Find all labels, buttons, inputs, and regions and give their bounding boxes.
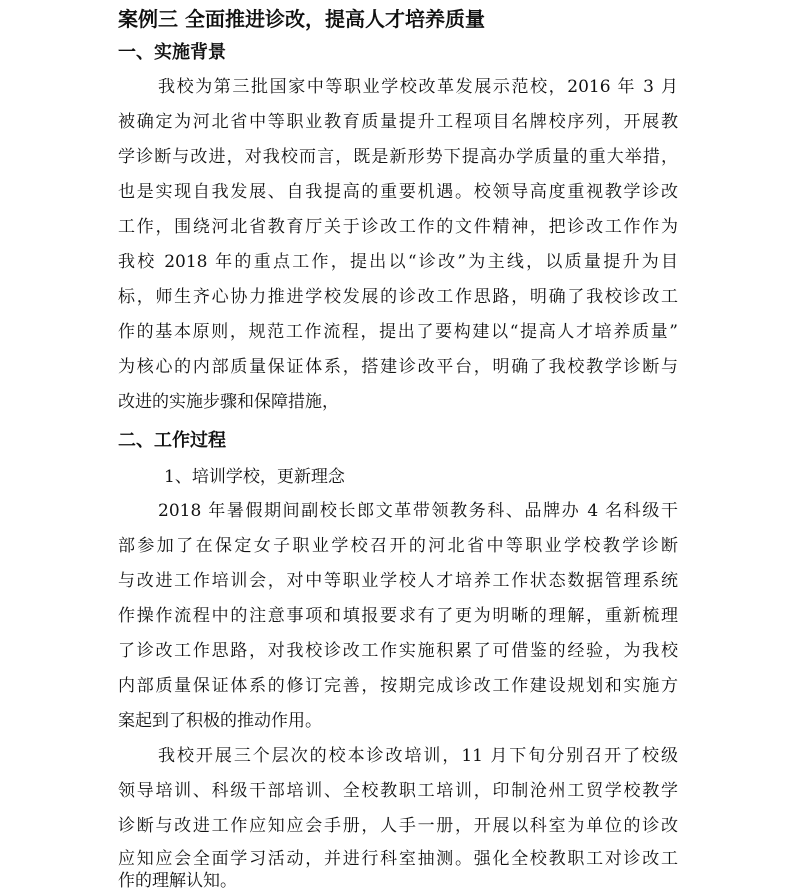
paragraph-line: 我校为第三批国家中等职业学校改革发展示范校，2016 年 3 月 [158, 77, 678, 97]
paragraph-line: 工作，围绕河北省教育厅关于诊改工作的文件精神，把诊改工作作为 [118, 217, 678, 237]
paragraph-line: 学诊断与改进，对我校而言，既是新形势下提高办学质量的重大举措， [118, 147, 678, 167]
paragraph-line: 作操作流程中的注意事项和填报要求有了更为明晰的理解，重新梳理 [118, 606, 678, 626]
paragraph-line: 案起到了积极的推动作用。 [118, 711, 322, 731]
paragraph-line: 领导培训、科级干部培训、全校教职工培训，印制沧州工贸学校教学 [118, 781, 678, 801]
paragraph-line: 部参加了在保定女子职业学校召开的河北省中等职业学校教学诊断 [118, 536, 678, 556]
paragraph-line: 我校 2018 年的重点工作，提出以“诊改”为主线，以质量提升为目 [118, 252, 678, 272]
paragraph-line: 作的理解认知。 [118, 871, 237, 891]
paragraph-line: 应知应会全面学习活动，并进行科室抽测。强化全校教职工对诊改工 [118, 849, 678, 869]
paragraph-line: 改进的实施步骤和保障措施， [118, 392, 339, 412]
subheading-training: 1、培训学校，更新理念 [164, 467, 345, 487]
paragraph-line: 为核心的内部质量保证体系，搭建诊改平台，明确了我校教学诊断与 [118, 357, 678, 377]
paragraph-line: 诊断与改进工作应知应会手册，人手一册，开展以科室为单位的诊改 [118, 816, 678, 836]
paragraph-line: 标，师生齐心协力推进学校发展的诊改工作思路，明确了我校诊改工 [118, 287, 678, 307]
paragraph-line: 2018 年暑假期间副校长郎文革带领教务科、品牌办 4 名科级干 [158, 501, 678, 521]
paragraph-line: 内部质量保证体系的修订完善，按期完成诊改工作建设规划和实施方 [118, 676, 678, 696]
case-title: 案例三 全面推进诊改，提高人才培养质量 [118, 7, 485, 31]
paragraph-line: 了诊改工作思路，对我校诊改工作实施积累了可借鉴的经验，为我校 [118, 641, 678, 661]
paragraph-line: 与改进工作培训会，对中等职业学校人才培养工作状态数据管理系统 [118, 571, 678, 591]
paragraph-line: 我校开展三个层次的校本诊改培训，11 月下旬分别召开了校级 [158, 746, 678, 766]
paragraph-line: 也是实现自我发展、自我提高的重要机遇。校领导高度重视教学诊改 [118, 182, 678, 202]
paragraph-line: 作的基本原则，规范工作流程，提出了要构建以“提高人才培养质量” [118, 322, 678, 342]
section-heading-background: 一、实施背景 [118, 42, 226, 63]
paragraph-line: 被确定为河北省中等职业教育质量提升工程项目名牌校序列，开展教 [118, 112, 678, 132]
section-heading-process: 二、工作过程 [118, 430, 226, 451]
